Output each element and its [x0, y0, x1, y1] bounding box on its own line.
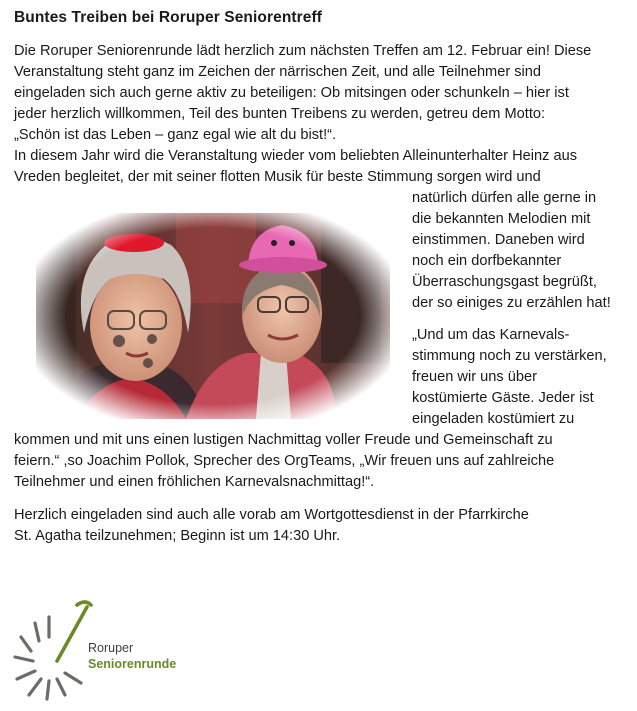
body-line: Teilnehmer und einen fröhlichen Karnevalsnachmittag!“. [14, 474, 375, 490]
body-line: Vreden begleitet, der mit seiner flotten Musik für beste Stimmung sorgen wird und [14, 169, 541, 185]
body-line: Überraschungsgast begrüßt, [412, 274, 597, 290]
body-line: der so einiges zu erzählen hat! [412, 295, 611, 311]
body-line: noch ein dorfbekannter [412, 253, 562, 269]
body-line: freuen wir uns über [412, 369, 537, 385]
body-line: eingeladen sich auch gerne aktiv zu beteiligen: Ob mitsingen oder schunkeln – hier ist [14, 85, 569, 101]
logo-subtitle: Seniorenrunde [88, 657, 177, 671]
body-line: eingeladen kostümiert zu [412, 411, 575, 427]
body-line: „Schön ist das Leben – ganz egal wie alt du bist!“. [14, 127, 337, 143]
article-title: Buntes Treiben bei Roruper Seniorentreff [14, 9, 323, 26]
body-line: natürlich dürfen alle gerne in [412, 190, 597, 206]
article-photo [36, 213, 390, 419]
body-line: Veranstaltung steht ganz im Zeichen der närrischen Zeit, und alle Teilnehmer sind [14, 64, 542, 80]
body-line: kommen und mit uns einen lustigen Nachmittag voller Freude und Gemeinschaft zu [14, 432, 553, 448]
body-line: Herzlich eingeladen sind auch alle vorab am Wortgottesdienst in der Pfarrkirche [14, 507, 529, 523]
body-line: In diesem Jahr wird die Veranstaltung wieder vom beliebten Alleinunterhalter Heinz aus [14, 148, 577, 164]
body-line: feiern.“ ,so Joachim Pollok, Sprecher des OrgTeams, „Wir freuen uns auf zahlreiche [14, 453, 555, 469]
logo-name: Roruper [88, 641, 134, 655]
body-line: die bekannten Melodien mit [412, 211, 591, 227]
body-line: Die Roruper Seniorenrunde lädt herzlich zum nächsten Treffen am 12. Februar ein! Diese [14, 43, 592, 59]
body-line: St. Agatha teilzunehmen; Beginn ist um 14:30 Uhr. [14, 528, 341, 544]
body-line: kostümierte Gäste. Jeder ist [412, 390, 594, 406]
body-line: einstimmen. Daneben wird [412, 232, 585, 248]
body-line: jeder herzlich willkommen, Teil des bunten Treibens zu werden, getreu dem Motto: [14, 106, 546, 122]
body-line: „Und um das Karnevals- [412, 327, 570, 343]
body-line: stimmung noch zu verstärken, [412, 348, 607, 364]
seniorenrunde-logo-icon [13, 599, 93, 701]
